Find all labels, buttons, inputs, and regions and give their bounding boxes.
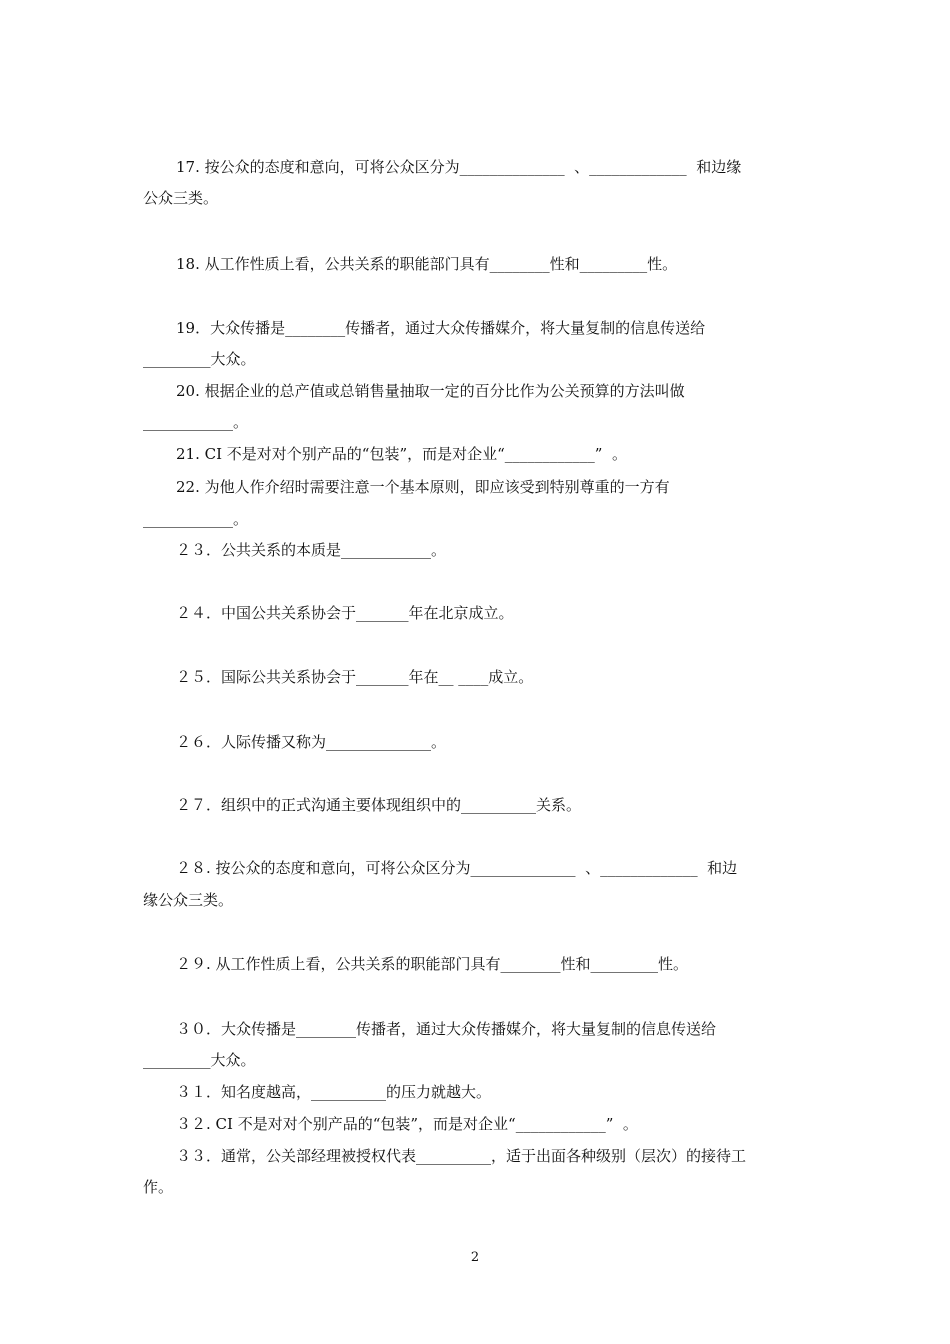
question-33-line2: 作。: [143, 1178, 174, 1196]
question-23-line1: ２３．公共关系的本质是____________。: [176, 541, 447, 559]
question-27-line1: ２７．组织中的正式沟通主要体现组织中的__________关系。: [176, 796, 582, 814]
question-19-line2: _________大众。: [143, 350, 256, 368]
question-18-line1: 18. 从工作性质上看，公共关系的职能部门具有________性和_________性。: [176, 255, 678, 273]
question-17-line1: 17. 按公众的态度和意向，可将公众区分为______________ 、_____________ 和边缘: [176, 158, 742, 176]
question-17-line2: 公众三类。: [143, 189, 219, 207]
question-24-line1: ２４．中国公共关系协会于_______年在北京成立。: [176, 604, 514, 622]
page-number: 2: [470, 1250, 480, 1265]
question-25-line1: ２５．国际公共关系协会于_______年在__ ____成立。: [176, 668, 534, 686]
question-20-line2: ____________。: [143, 413, 249, 431]
question-30-line1: ３０．大众传播是________传播者，通过大众传播媒介，将大量复制的信息传送给: [176, 1020, 717, 1038]
question-32-line1: ３２. CI 不是对对个别产品的“包装”，而是对企业“____________” 。: [176, 1115, 638, 1133]
question-19-line1: 19．大众传播是________传播者，通过大众传播媒介，将大量复制的信息传送给: [176, 319, 706, 337]
question-28-line2: 缘公众三类。: [143, 891, 234, 909]
question-22-line2: ____________。: [143, 510, 249, 528]
question-22-line1: 22. 为他人作介绍时需要注意一个基本原则，即应该受到特别尊重的一方有: [176, 478, 670, 496]
question-21-line1: 21. CI 不是对对个别产品的“包装”，而是对企业“____________” 。: [176, 445, 628, 463]
question-28-line1: ２８. 按公众的态度和意向，可将公众区分为______________ 、_____________ 和边: [176, 859, 738, 877]
question-31-line1: ３１．知名度越高，__________的压力就越大。: [176, 1083, 492, 1101]
question-29-line1: ２９. 从工作性质上看，公共关系的职能部门具有________性和_________性。: [176, 955, 689, 973]
question-26-line1: ２６．人际传播又称为______________。: [176, 733, 447, 751]
question-33-line1: ３３．通常，公关部经理被授权代表__________，适于出面各种级别（层次）的接待工: [176, 1147, 747, 1165]
question-30-line2: _________大众。: [143, 1051, 256, 1069]
question-20-line1: 20. 根据企业的总产值或总销售量抽取一定的百分比作为公关预算的方法叫做: [176, 382, 685, 400]
